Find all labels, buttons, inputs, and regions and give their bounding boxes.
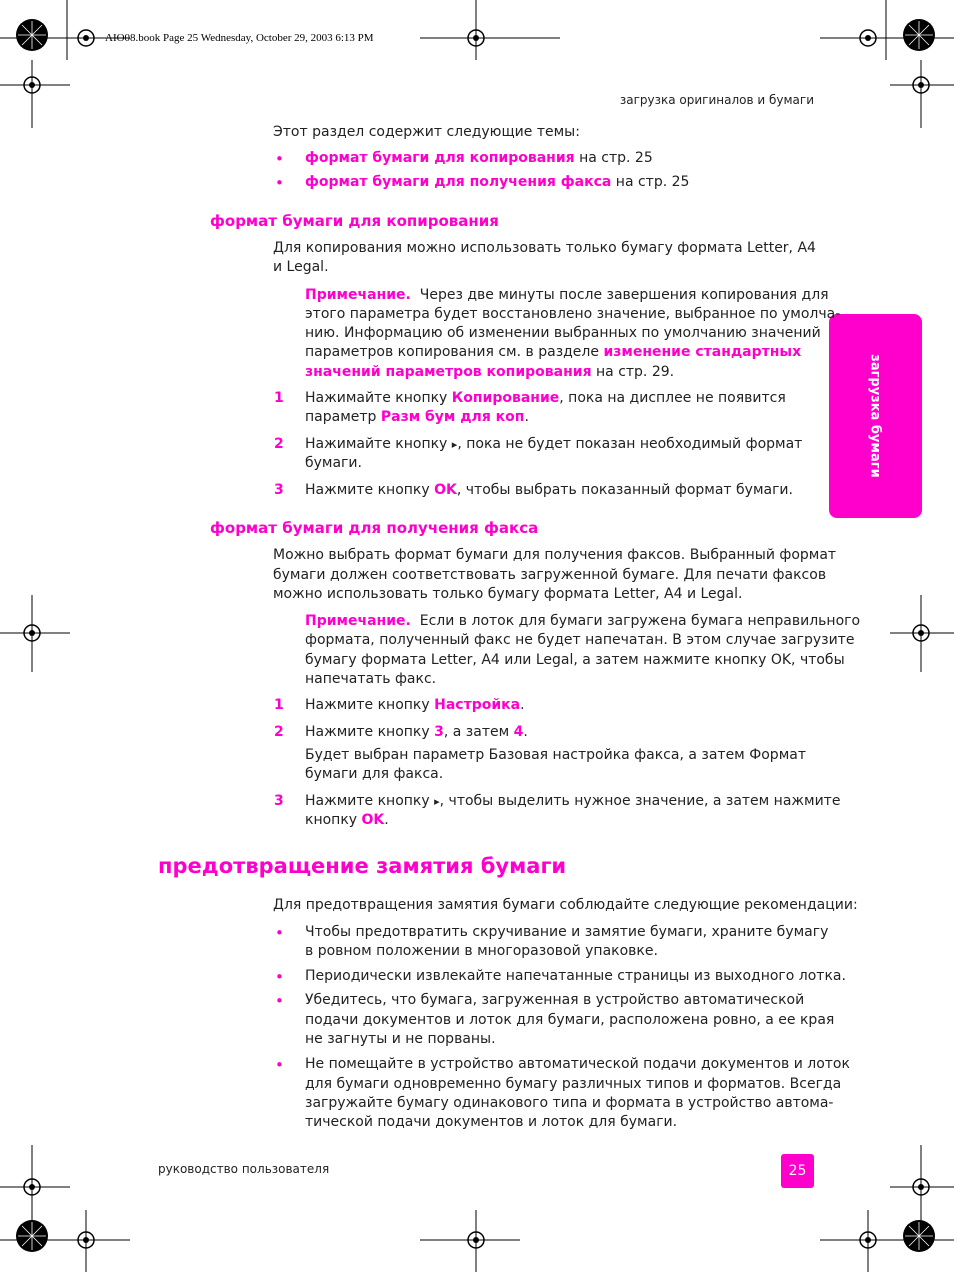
button-name: Копирование — [451, 390, 560, 406]
step-text-part: , пока не будет показан необходимый формат — [457, 436, 803, 452]
paragraph: бумаги должен соответствовать загруженной бумаге. Для печати факсов — [273, 567, 827, 583]
step-text-part: . — [523, 724, 528, 740]
step-text — [305, 793, 840, 809]
step-text-part: Нажмите кнопку — [305, 697, 435, 713]
step-text-part: . — [384, 812, 389, 828]
list-item: Не помещайте в устройство автоматической подачи документов и лоток — [305, 1056, 850, 1072]
side-tab-label: загрузка бумаги — [867, 354, 883, 478]
note-text-part: на стр. 29. — [591, 364, 675, 380]
step-text — [305, 436, 802, 452]
list-item: для бумаги одновременно бумагу различных типов и форматов. Всегда — [305, 1076, 842, 1092]
step-text-part: Нажимайте кнопку — [305, 390, 452, 406]
step-text: бумаги. — [305, 455, 362, 471]
running-header: загрузка оригиналов и бумаги — [619, 93, 814, 107]
step-text-part: , чтобы выделить нужное значение, а затем нажмите — [439, 793, 841, 809]
list-item: загружайте бумагу одинакового типа и формата в устройство автома- — [305, 1095, 834, 1111]
note-text-part: параметров копирования см. в разделе — [305, 344, 604, 360]
list-item: Периодически извлекайте напечатанные страницы из выходного лотка. — [305, 968, 846, 984]
step-number: 3 — [274, 482, 284, 498]
step-text — [305, 390, 786, 406]
bullet-icon: • — [275, 968, 284, 986]
step-number: 3 — [274, 793, 284, 809]
note-link[interactable]: значений параметров копирования — [305, 364, 592, 380]
note-text — [305, 364, 674, 380]
step-text — [305, 409, 529, 425]
step-text-part: , чтобы выбрать показанный формат бумаги. — [456, 482, 793, 498]
paragraph: можно использовать только бумагу формата Letter, A4 и Legal. — [273, 586, 743, 602]
step-text-part: , пока на дисплее не появится — [559, 390, 786, 406]
note — [305, 613, 860, 629]
toc-link-copy[interactable]: формат бумаги для копирования — [305, 150, 575, 166]
section-heading-fax: формат бумаги для получения факса — [210, 519, 539, 537]
list-item: тической подачи документов и лоток для бумаги. — [305, 1114, 678, 1130]
note-link[interactable]: изменение стандартных — [603, 344, 802, 360]
step-result: Будет выбран параметр Базовая настройка факса, а затем Формат — [305, 747, 806, 763]
section-heading-copy: формат бумаги для копирования — [210, 212, 499, 230]
button-name: OK — [361, 812, 385, 828]
paragraph: Для копирования можно использовать только бумагу формата Letter, A4 — [273, 240, 816, 256]
step-number: 2 — [274, 436, 284, 452]
note — [305, 287, 829, 303]
button-name: OK — [434, 482, 457, 498]
list-item: подачи документов и лоток для бумаги, расположена ровно, а ее края — [305, 1012, 835, 1028]
paragraph: Можно выбрать формат бумаги для получения факсов. Выбранный формат — [273, 547, 837, 563]
list-item: Убедитесь, что бумага, загруженная в устройство автоматической — [305, 992, 805, 1008]
bullet-icon: • — [275, 1056, 284, 1074]
toc-link-fax[interactable]: формат бумаги для получения факса — [305, 174, 612, 190]
step-text-part: параметр — [305, 409, 381, 425]
note-text: этого параметра будет восстановлено значение, выбранное по умолча- — [305, 306, 841, 322]
note-text: бумагу формата Letter, A4 или Legal, а затем нажмите кнопку OK, чтобы — [305, 652, 845, 668]
bullet-icon: • — [275, 174, 284, 192]
arrow-right-icon: ▸ — [451, 438, 458, 451]
note-text: нию. Информацию об изменении выбранных по умолчанию значений — [305, 325, 821, 341]
toc-item — [275, 150, 653, 168]
step-text-part: Нажмите кнопку — [305, 482, 435, 498]
note-text: формата, полученный факс не будет напечатан. В этом случае загрузите — [305, 632, 855, 648]
step-text — [305, 482, 793, 498]
bullet-icon: • — [275, 150, 284, 168]
button-name: 3 — [434, 724, 444, 740]
button-name: 4 — [513, 724, 524, 740]
step-text — [305, 724, 528, 740]
list-item: в ровном положении в многоразовой упаковке. — [305, 943, 658, 959]
note-text: Через две минуты после завершения копирования для — [419, 287, 829, 303]
step-text-part: , а затем — [443, 724, 514, 740]
step-number: 1 — [274, 697, 284, 713]
arrow-right-icon: ▸ — [434, 795, 440, 808]
list-item: не загнуты и не порваны. — [305, 1031, 496, 1047]
toc-item — [275, 174, 690, 192]
step-number: 2 — [274, 724, 284, 740]
section-heading-jam: предотвращение замятия бумаги — [158, 854, 567, 878]
step-result: бумаги для факса. — [305, 766, 444, 782]
footer-text: руководство пользователя — [158, 1162, 330, 1176]
step-text — [305, 812, 389, 828]
setting-name: Разм бум для коп — [380, 409, 525, 425]
paragraph: Для предотвращения замятия бумаги соблюдайте следующие рекомендации: — [273, 897, 858, 913]
step-text-part: Нажмите кнопку — [305, 793, 435, 809]
step-text-part: кнопку — [305, 812, 362, 828]
step-text-part: Нажимайте кнопку — [305, 436, 452, 452]
print-slug: AIO08.book Page 25 Wednesday, October 29, 2003 6:13 PM — [105, 32, 374, 44]
list-item: Чтобы предотвратить скручивание и замятие бумаги, храните бумагу — [305, 924, 829, 940]
step-text-part: . — [520, 697, 525, 713]
button-name: Настройка — [434, 697, 521, 713]
note-text: Если в лоток для бумаги загружена бумага неправильного — [419, 613, 861, 629]
note-label: Примечание. — [305, 287, 411, 303]
step-text — [305, 697, 525, 713]
page-number: 25 — [781, 1154, 814, 1188]
side-tab[interactable] — [829, 314, 922, 518]
step-number: 1 — [274, 390, 284, 406]
toc-suffix: на стр. 25 — [611, 174, 690, 190]
toc-suffix: на стр. 25 — [574, 150, 653, 166]
step-text-part: Нажмите кнопку — [305, 724, 435, 740]
bullet-icon: • — [275, 924, 284, 942]
intro-text: Этот раздел содержит следующие темы: — [273, 124, 580, 140]
step-text-part: . — [524, 409, 529, 425]
note-text — [305, 344, 801, 360]
note-text: напечатать факс. — [305, 671, 437, 687]
note-label: Примечание. — [305, 613, 411, 629]
bullet-icon: • — [275, 992, 284, 1010]
paragraph: и Legal. — [273, 259, 329, 275]
